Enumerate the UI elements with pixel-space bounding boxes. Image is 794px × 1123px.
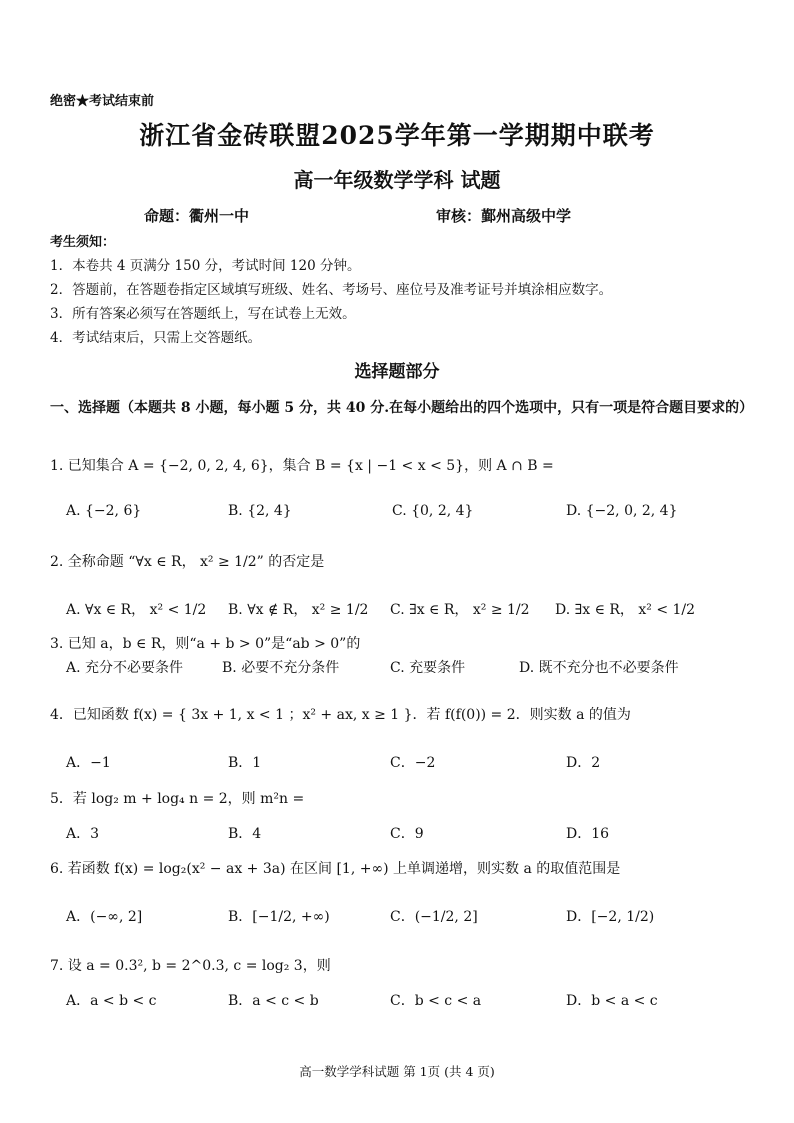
option-a: A．a < b < c [66,993,157,1009]
option-a: A．(−∞, 2] [66,909,143,925]
option-d: D. 既不充分也不必要条件 [519,660,679,676]
option-c: C．(−1/2, 2] [390,909,478,925]
option-b: B．1 [228,755,262,771]
question-stem: 3. 已知 a，b ∈ R，则“a + b > 0”是“ab > 0”的 [50,636,361,652]
notice-item: 1．本卷共 4 页满分 150 分，考试时间 120 分钟。 [50,258,361,274]
author-line: 命题：衢州一中 [144,207,250,225]
option-a: A．3 [66,826,100,842]
option-d: D. {−2, 0, 2, 4} [566,503,678,519]
option-b: B．[−1/2, +∞) [228,909,330,925]
option-d: D. ∃x ∈ R， x² < 1/2 [555,602,696,618]
option-b: B. {2, 4} [228,503,292,519]
option-d: D．16 [566,826,610,842]
option-b: B. ∀x ∉ R， x² ≥ 1/2 [228,602,369,618]
section-title: 选择题部分 [354,362,440,382]
part-heading: 一、选择题（本题共 8 小题，每小题 5 分，共 40 分.在每小题给出的四个选项中，只有一项是符合题目要求的） [50,400,754,416]
option-d: D．2 [566,755,601,771]
exam-title: 浙江省金砖联盟2025学年第一学期期中联考 [139,121,655,150]
option-c: C. 充要条件 [390,660,466,676]
option-c: C．−2 [390,755,436,771]
notice-title: 考生须知： [50,235,116,250]
notice-item: 2．答题前，在答题卷指定区域填写班级、姓名、考场号、座位号及准考证号并填涂相应数字。 [50,282,613,298]
option-a: A. {−2, 6} [66,503,142,519]
option-a: A．−1 [66,755,111,771]
option-a: A. 充分不必要条件 [66,660,184,676]
option-b: B．4 [228,826,262,842]
question-stem: 1. 已知集合 A = {−2, 0, 2, 4, 6}，集合 B = {x | −1 < x < 5}，则 A ∩ B = [50,458,554,474]
option-b: B．a < c < b [228,993,319,1009]
question-stem: 7. 设 a = 0.3², b = 2^0.3, c = log₂ 3，则 [50,958,331,974]
question-stem: 5．若 log₂ m + log₄ n = 2，则 m²n = [50,791,305,807]
question-stem: 4．已知函数 f(x) = { 3x + 1, x < 1 ；x² + ax, x ≥ 1 }．若 f(f(0)) = 2．则实数 a 的值为 [50,707,631,723]
question-stem: 2. 全称命题 “∀x ∈ R， x² ≥ 1/2” 的否定是 [50,554,325,570]
option-c: C. {0, 2, 4} [392,503,474,519]
option-a: A. ∀x ∈ R， x² < 1/2 [66,602,207,618]
option-d: D．[−2, 1/2) [566,909,655,925]
option-c: C. ∃x ∈ R， x² ≥ 1/2 [390,602,530,618]
secret-mark: 绝密★考试结束前 [50,94,155,109]
option-b: B. 必要不充分条件 [222,660,340,676]
exam-subtitle: 高一年级数学学科 试题 [293,168,501,192]
notice-item: 3．所有答案必须写在答题纸上，写在试卷上无效。 [50,306,356,322]
reviewer-line: 审核：鄞州高级中学 [436,207,572,225]
option-c: C．b < c < a [390,993,482,1009]
option-d: D．b < a < c [566,993,658,1009]
question-stem: 6. 若函数 f(x) = log₂(x² − ax + 3a) 在区间 [1, +∞) 上单调递增，则实数 a 的取值范围是 [50,861,621,877]
option-c: C．9 [390,826,424,842]
notice-item: 4．考试结束后，只需上交答题纸。 [50,330,262,346]
page-footer: 高一数学学科试题 第 1页 (共 4 页) [299,1064,495,1079]
